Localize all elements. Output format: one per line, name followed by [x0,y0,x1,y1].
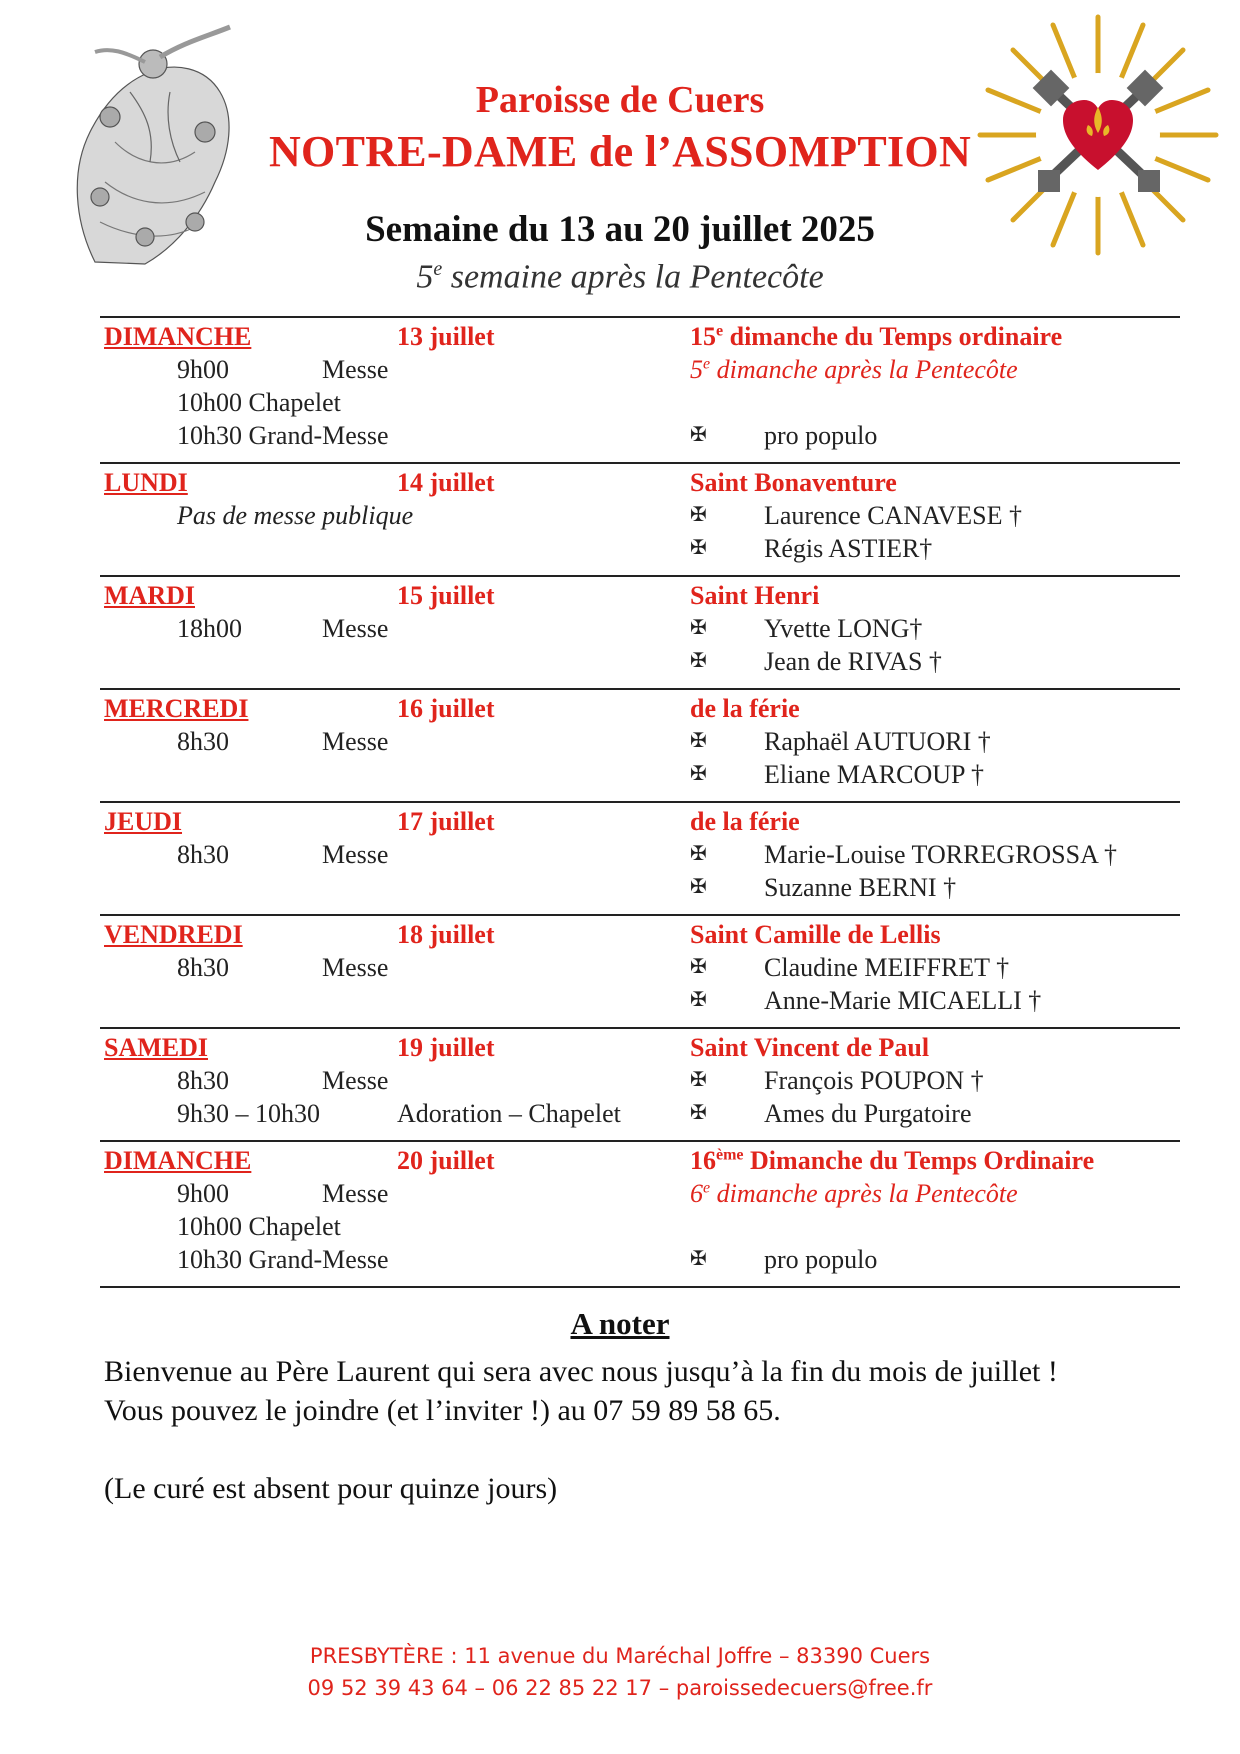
day-name: MERCREDI [104,694,249,723]
adoration-time: 9h30 – 10h30 [177,1099,320,1128]
footer-address: PRESBYTÈRE : 11 avenue du Maréchal Joffre – 83390 Cuers [309,1644,931,1668]
service-line: 10h00 Chapelet [177,388,341,417]
mass-time: 9h00 [177,1179,229,1208]
day-name: MARDI [104,581,195,610]
mass-label: Messe [322,953,389,982]
feast-subtitle: 6e dimanche après la Pentecôte [690,1179,1018,1208]
feast-title: 15e dimanche du Temps ordinaire [690,322,1063,351]
notes-body [104,1352,1204,1508]
feast-title: Saint Camille de Lellis [690,920,941,949]
mass-intention: Suzanne BERNI † [764,873,957,902]
day-date: 17 juillet [397,807,495,836]
service-line: 10h30 Grand-Messe [177,1245,389,1274]
mass-time: 8h30 [177,953,229,982]
feast-title: Saint Henri [690,581,820,610]
maltese-cross-icon: ✠ [690,537,707,559]
week-subtitle: 5e semaine après la Pentecôte [416,258,824,296]
day-block-sunday-20 [100,1140,1180,1288]
footer-contacts: 09 52 39 43 64 – 06 22 85 22 17 – paroissedecuers@free.fr [307,1676,933,1700]
feast-subtitle: 5e dimanche après la Pentecôte [690,355,1018,384]
mass-label: Messe [322,355,389,384]
service-line: 10h30 Grand-Messe [177,421,389,450]
maltese-cross-icon: ✠ [690,876,707,898]
day-date: 13 juillet [397,322,495,351]
feast-title: de la férie [690,694,800,723]
parish-name: Paroisse de Cuers [475,79,765,121]
maltese-cross-icon: ✠ [690,1102,707,1124]
day-block-monday [100,462,1180,575]
presbytery-footer [0,1640,1240,1704]
day-date: 19 juillet [397,1033,495,1062]
mass-intention: Raphaël AUTUORI † [764,727,991,756]
mass-intention: Eliane MARCOUP † [764,760,985,789]
adoration-label: Adoration – Chapelet [397,1099,621,1128]
maltese-cross-icon: ✠ [690,424,707,446]
mass-intention: Régis ASTIER† [764,534,933,563]
day-name: JEUDI [104,807,183,836]
day-block-tuesday [100,575,1180,688]
mass-label: Messe [322,1066,389,1095]
maltese-cross-icon: ✠ [690,504,707,526]
mass-intention: Claudine MEIFFRET † [764,953,1010,982]
day-block-friday [100,914,1180,1027]
day-name: LUNDI [104,468,188,497]
day-block-sunday-13 [100,316,1180,462]
mass-time: 18h00 [177,614,242,643]
maltese-cross-icon: ✠ [690,1248,707,1270]
day-block-wednesday [100,688,1180,801]
notes-line: Vous pouvez le joindre (et l’inviter !) au 07 59 89 58 65. [104,1394,781,1427]
feast-title: 16ème Dimanche du Temps Ordinaire [690,1146,1095,1175]
maltese-cross-icon: ✠ [690,956,707,978]
mass-label: Messe [322,614,389,643]
day-name: DIMANCHE [104,322,252,351]
mass-time: 9h00 [177,355,229,384]
day-name: DIMANCHE [104,1146,252,1175]
maltese-cross-icon: ✠ [690,843,707,865]
feast-title: Saint Vincent de Paul [690,1033,930,1062]
mass-intention: Ames du Purgatoire [764,1099,972,1128]
mass-intention: Jean de RIVAS † [764,647,942,676]
mass-intention: Yvette LONG† [764,614,923,643]
mass-intention: Marie-Louise TORREGROSSA † [764,840,1117,869]
day-date: 14 juillet [397,468,495,497]
mass-time: 8h30 [177,727,229,756]
week-title: Semaine du 13 au 20 juillet 2025 [365,209,875,250]
feast-title: de la férie [690,807,800,836]
maltese-cross-icon: ✠ [690,650,707,672]
day-block-thursday [100,801,1180,914]
maltese-cross-icon: ✠ [690,763,707,785]
mass-label: Messe [322,1179,389,1208]
notes-line: Bienvenue au Père Laurent qui sera avec nous jusqu’à la fin du mois de juillet ! [104,1355,1058,1388]
day-date: 15 juillet [397,581,495,610]
mass-intention: François POUPON † [764,1066,984,1095]
weekly-schedule [100,316,1180,1288]
day-date: 20 juillet [397,1146,495,1175]
mass-label: Messe [322,840,389,869]
feast-title: Saint Bonaventure [690,468,897,497]
mass-intention: pro populo [764,421,878,450]
day-date: 16 juillet [397,694,495,723]
maltese-cross-icon: ✠ [690,730,707,752]
mass-time: 8h30 [177,1066,229,1095]
service-line: 10h00 Chapelet [177,1212,341,1241]
notes-heading: A noter [570,1306,670,1341]
day-date: 18 juillet [397,920,495,949]
mass-intention: pro populo [764,1245,878,1274]
church-name: NOTRE-DAME de l’ASSOMPTION [268,127,972,176]
mass-intention: Laurence CANAVESE † [764,501,1023,530]
day-name: VENDREDI [104,920,243,949]
day-block-saturday [100,1027,1180,1140]
mass-intention: Anne-Marie MICAELLI † [764,986,1042,1015]
maltese-cross-icon: ✠ [690,1069,707,1091]
no-mass-note: Pas de messe publique [177,501,414,530]
mass-label: Messe [322,727,389,756]
notes-line: (Le curé est absent pour quinze jours) [104,1472,558,1505]
maltese-cross-icon: ✠ [690,617,707,639]
mass-time: 8h30 [177,840,229,869]
maltese-cross-icon: ✠ [690,989,707,1011]
day-name: SAMEDI [104,1033,209,1062]
